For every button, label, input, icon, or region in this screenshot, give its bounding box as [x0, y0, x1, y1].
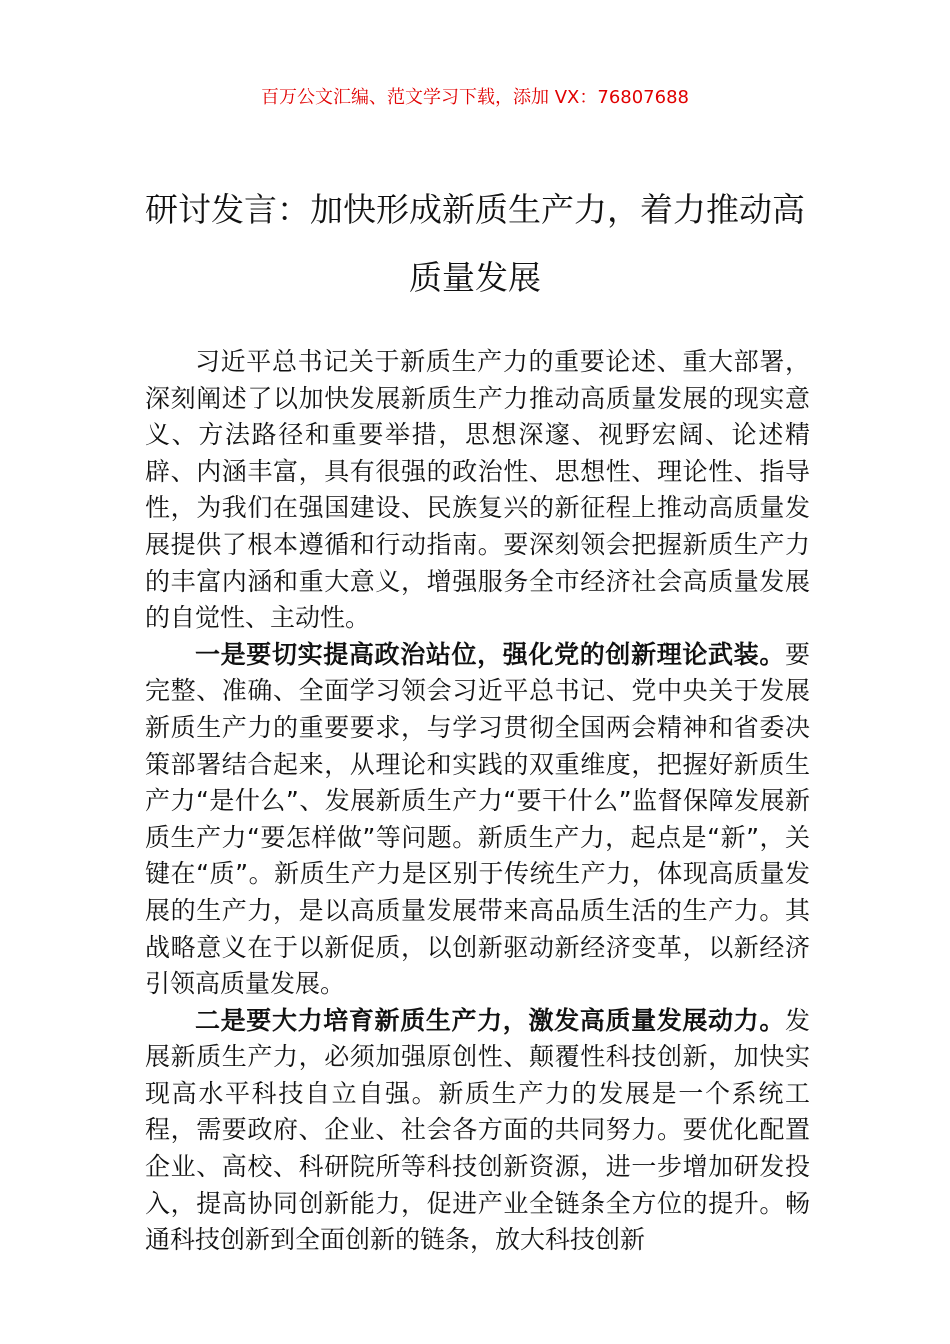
paragraph-text: 习近平总书记关于新质生产力的重要论述、重大部署，深刻阐述了以加快发展新质生产力推动高质量发展的现实意义、方法路径和重要举措，思想深邃、视野宏阔、论述精辟、内涵丰富，具有很强的政治性、思想性、理论性、指导性，为我们在强国建设、民族复兴的新征程上推动高质量发展提供了根本遵循和行动指南。要深刻领会把握新质生产力的丰富内涵和重大意义，增强服务全市经济社会高质量发展的自觉性、主动性。 — [145, 347, 810, 633]
document-title: 研讨发言：加快形成新质生产力，着力推动高质量发展 — [145, 190, 805, 297]
header-note: 百万公文汇编、范文学习下载，添加 VX：76807688 — [261, 87, 689, 108]
paragraph — [145, 344, 810, 637]
paragraph — [145, 637, 810, 1003]
document-body — [145, 344, 810, 1259]
paragraph-lead: 一是要切实提高政治站位，强化党的创新理论武装。 — [195, 639, 785, 669]
paragraph-text: 发展新质生产力，必须加强原创性、颠覆性科技创新，加快实现高水平科技自立自强。新质生产力的发展是一个系统工程，需要政府、企业、社会各方面的共同努力。要优化配置企业、高校、科研院所等科技创新资源，进一步增加研发投入，提高协同创新能力，促进产业全链条全方位的提升。畅通科技创新到全面创新的链条，放大科技创新 — [145, 1005, 810, 1255]
paragraph-lead: 二是要大力培育新质生产力，激发高质量发展动力。 — [195, 1005, 785, 1035]
paragraph — [145, 1003, 810, 1259]
paragraph-text: 要完整、准确、全面学习领会习近平总书记、党中央关于发展新质生产力的重要要求，与学习贯彻全国两会精神和省委决策部署结合起来，从理论和实践的双重维度，把握好新质生产力“是什么”、发展新质生产力“要干什么”监督保障发展新质生产力“要怎样做”等问题。新质生产力，起点是“新”，关键在“质”。新质生产力是区别于传统生产力，体现高质量发展的生产力，是以高质量发展带来高品质生活的生产力。其战略意义在于以新促质，以创新驱动新经济变革，以新经济引领高质量发展。 — [145, 639, 810, 999]
